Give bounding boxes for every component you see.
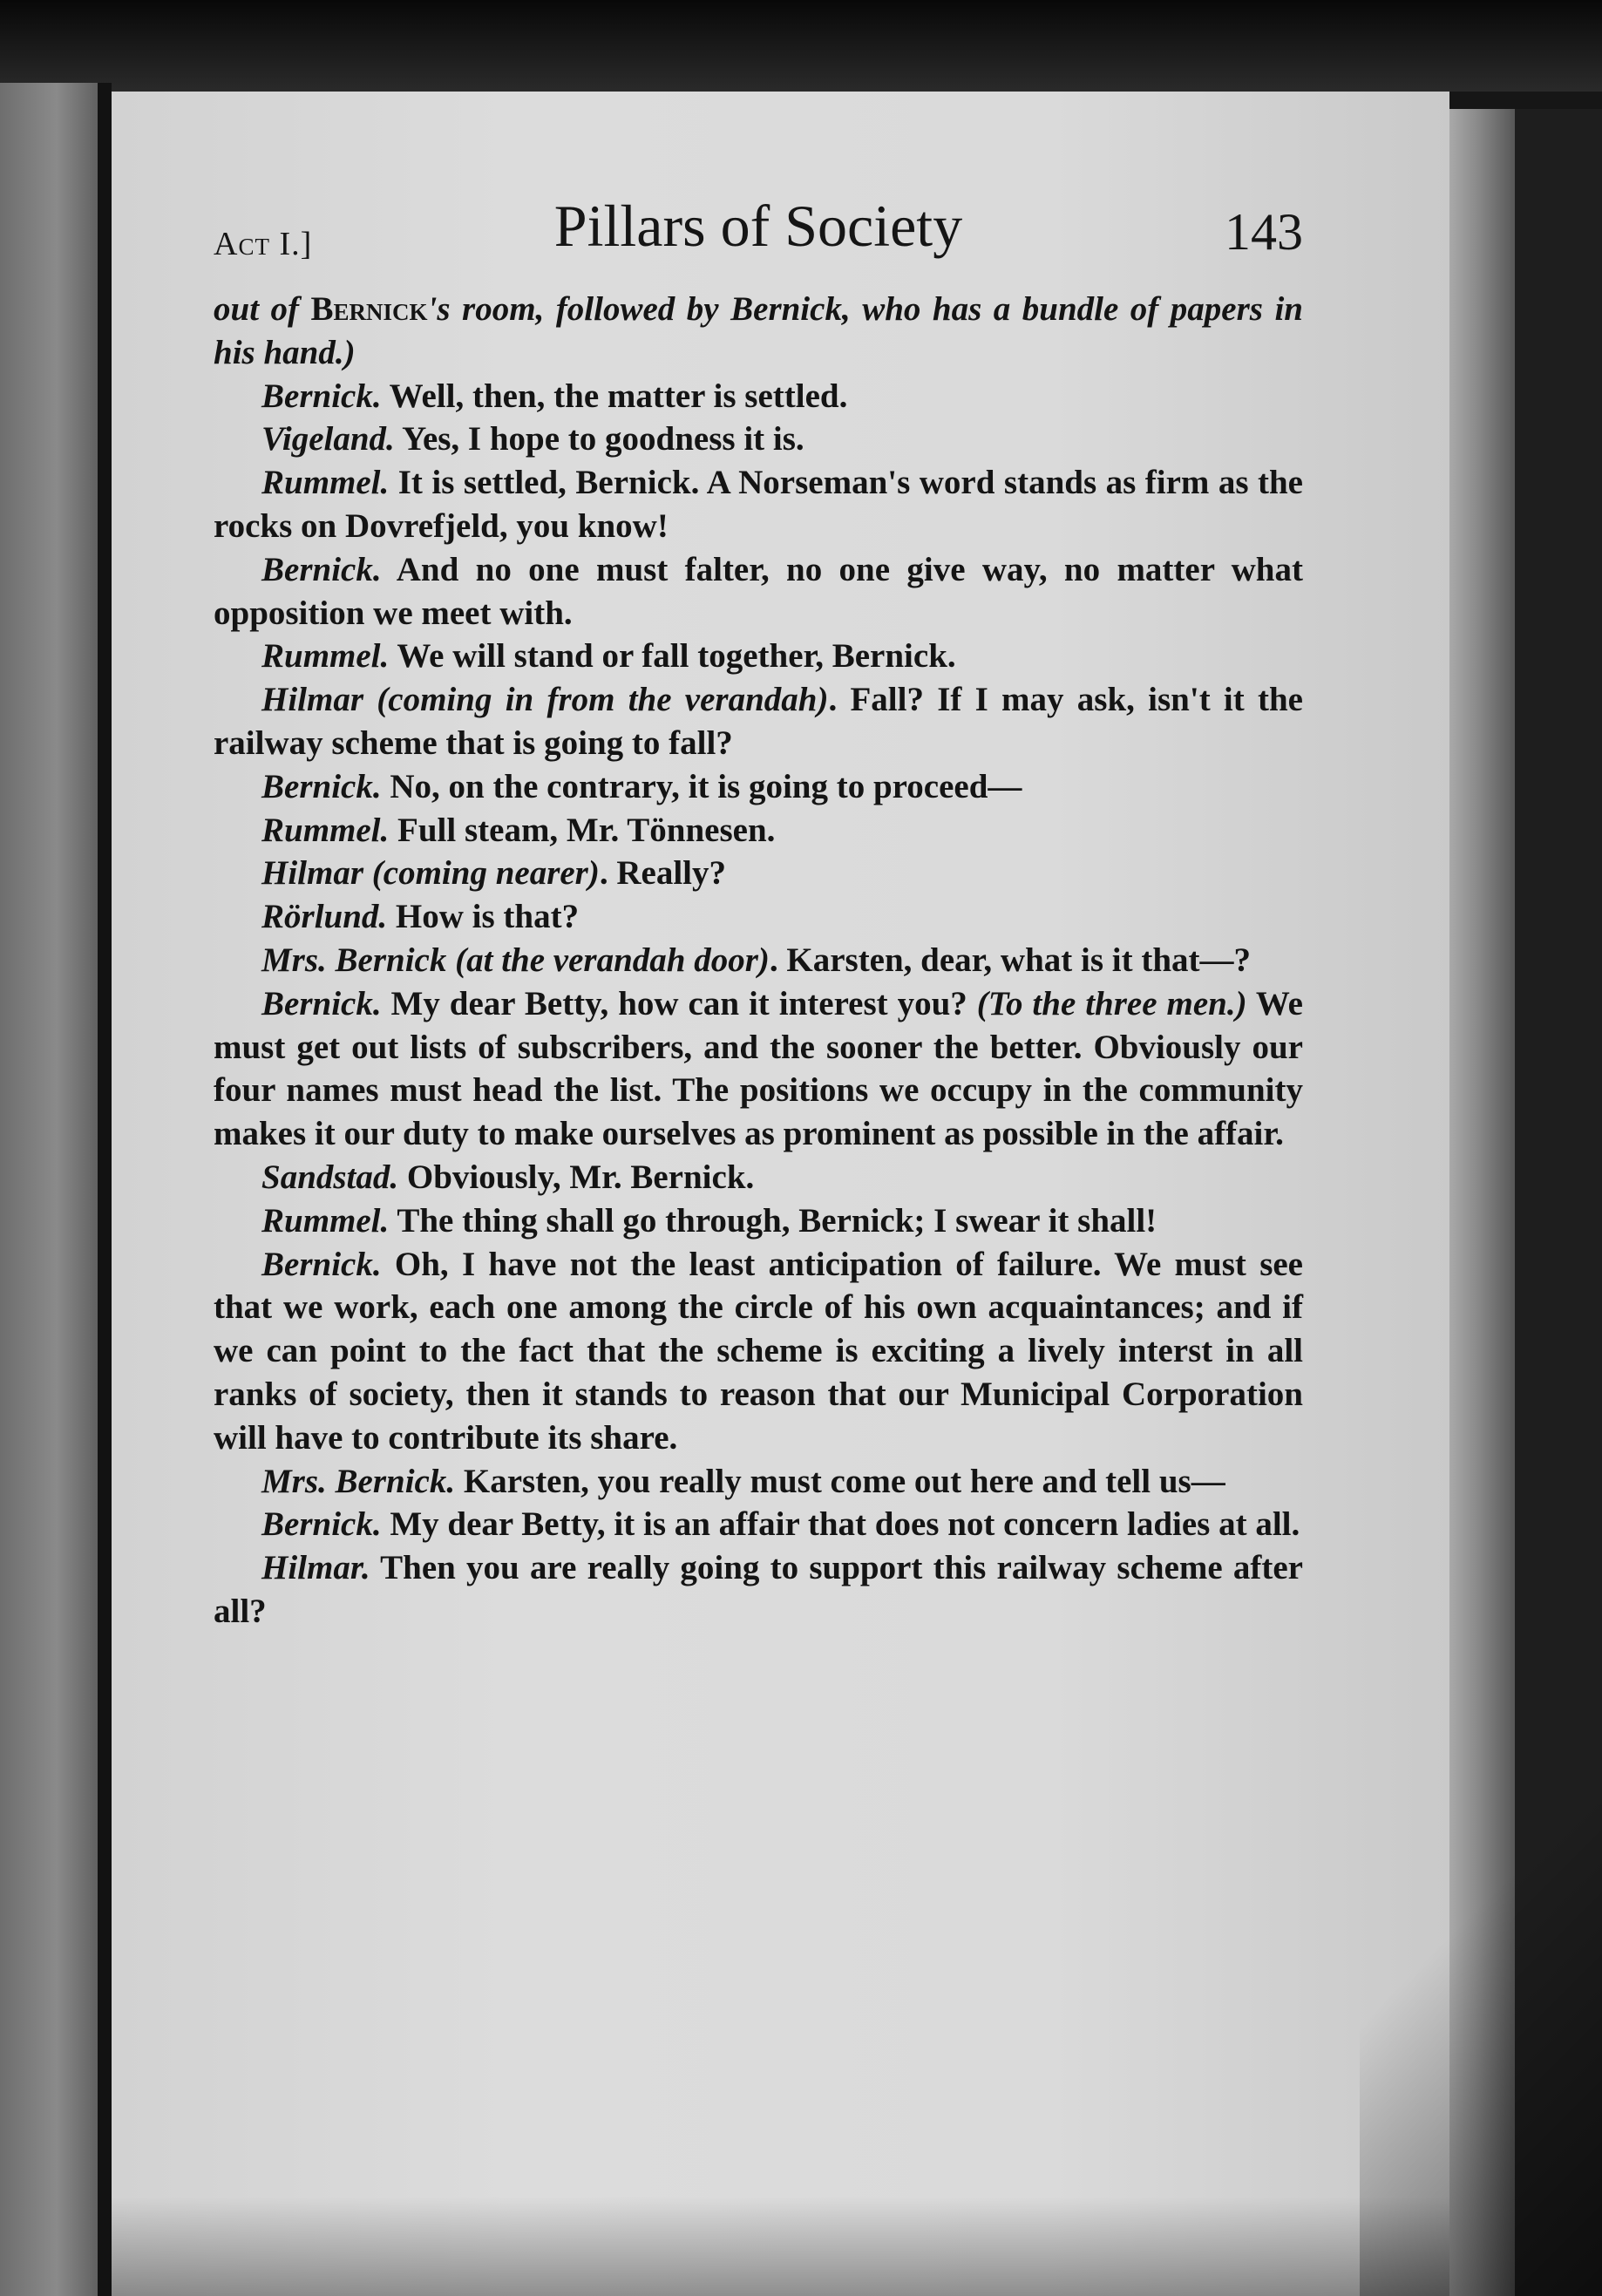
stage-direction-inline: (at the verandah door)	[446, 941, 770, 979]
page-body-text	[214, 288, 1303, 1634]
dialogue-text: Well, then, the matter is settled.	[381, 377, 848, 415]
speaker-name: Rummel.	[261, 811, 390, 849]
dialogue-text: Oh, I have not the least anticipation of failure. We must see that we work, each one among the circle of his own acquaintances; and if we can point to the fact that the scheme is exciting a lively interst in all ranks of society, then it stands to reason that our Municipal Corporation will have to contribute its share.	[214, 1245, 1303, 1457]
dialogue-text: How is that?	[387, 898, 580, 936]
dialogue-line	[214, 852, 1303, 895]
bottom-shadow	[112, 2197, 1449, 2296]
speaker-name: Bernick.	[261, 550, 382, 588]
dialogue-line	[214, 1199, 1303, 1243]
dialogue-text: The thing shall go through, Bernick; I swear it shall!	[389, 1201, 1157, 1240]
speaker-name: Bernick.	[261, 1245, 382, 1283]
speaker-name: Hilmar	[261, 854, 364, 893]
speaker-name: Bernick.	[261, 984, 382, 1022]
stage-direction-text: out of	[214, 290, 311, 328]
dialogue-line	[214, 375, 1303, 418]
dialogue-text: . Karsten, dear, what is it that—?	[769, 941, 1252, 979]
dialogue-text: And no one must falter, no one give way, no matter what opposition we meet with.	[214, 550, 1303, 632]
act-label: Act I.]	[214, 226, 313, 262]
dialogue-text: . Fall? If I may ask, isn't it the railway scheme that is going to fall?	[214, 681, 1303, 762]
left-page-edge	[0, 83, 103, 2296]
dialogue-text: No, on the contrary, it is going to proceed—	[381, 767, 1022, 805]
running-title: Pillars of Society	[553, 193, 963, 259]
dialogue-line	[214, 982, 1303, 1156]
stage-direction-inline: (coming in from the verandah)	[363, 681, 829, 719]
dialogue-text: Karsten, you really must come out here and tell us—	[455, 1462, 1225, 1500]
dialogue-text: Then you are really going to support this railway scheme after all?	[214, 1549, 1303, 1630]
dialogue-line	[214, 678, 1303, 765]
dialogue-text: Yes, I hope to goodness it is.	[394, 420, 804, 459]
dialogue-text: We will stand or fall together, Bernick.	[389, 637, 956, 676]
dialogue-line	[214, 765, 1303, 809]
dialogue-line	[214, 1460, 1303, 1504]
dialogue-text: We must get out lists of subscribers, and the sooner the better. Obviously our four names must head the list. The positions we occupy in the community makes it our duty to make ourselves as prominent as possible in the affair.	[214, 984, 1303, 1153]
dialogue-text: It is settled, Bernick. A Norseman's word stands as firm as the rocks on Dovrefjeld, you know!	[214, 464, 1303, 545]
dialogue-line	[214, 939, 1303, 982]
stage-direction-name: Bernick	[310, 290, 428, 328]
dialogue-text: Full steam, Mr. Tönnesen.	[389, 811, 776, 849]
dialogue-line	[214, 809, 1303, 853]
dialogue-line	[214, 461, 1303, 548]
speaker-name: Vigeland.	[261, 420, 395, 459]
stage-direction-text: 's room, followed by Bernick, who has a bundle of papers in his hand.)	[214, 290, 1303, 371]
speaker-name: Sandstad.	[261, 1158, 399, 1196]
speaker-name: Hilmar.	[261, 1549, 370, 1587]
top-dark-background	[0, 0, 1602, 92]
stage-direction	[214, 288, 1303, 375]
dialogue-text: My dear Betty, how can it interest you?	[381, 984, 977, 1022]
speaker-name: Bernick.	[261, 377, 382, 415]
speaker-name: Mrs. Bernick	[261, 941, 447, 979]
dialogue-text: . Really?	[599, 854, 726, 893]
speaker-name: Bernick.	[261, 767, 382, 805]
dialogue-line	[214, 1503, 1303, 1546]
corner-shadow	[1360, 1804, 1602, 2296]
speaker-name: Rummel.	[261, 1201, 390, 1240]
dialogue-line	[214, 895, 1303, 939]
speaker-name: Hilmar	[261, 681, 364, 719]
speaker-name: Rummel.	[261, 464, 390, 502]
dialogue-line	[214, 548, 1303, 635]
dialogue-line	[214, 1243, 1303, 1460]
dialogue-text: My dear Betty, it is an affair that does not concern ladies at all.	[381, 1505, 1300, 1544]
page-number: 143	[1225, 203, 1303, 261]
speaker-name: Mrs. Bernick.	[261, 1462, 456, 1500]
running-header	[214, 192, 1303, 279]
dialogue-line	[214, 418, 1303, 461]
dialogue-line	[214, 1546, 1303, 1634]
stage-direction-inline: (To the three men.)	[976, 984, 1247, 1022]
speaker-name: Bernick.	[261, 1505, 382, 1544]
book-gutter	[98, 83, 112, 2296]
speaker-name: Rörlund.	[261, 898, 388, 936]
dialogue-line	[214, 635, 1303, 678]
dialogue-line	[214, 1156, 1303, 1199]
dialogue-text: Obviously, Mr. Bernick.	[398, 1158, 755, 1196]
stage-direction-inline: (coming nearer)	[363, 854, 600, 893]
speaker-name: Rummel.	[261, 637, 390, 676]
